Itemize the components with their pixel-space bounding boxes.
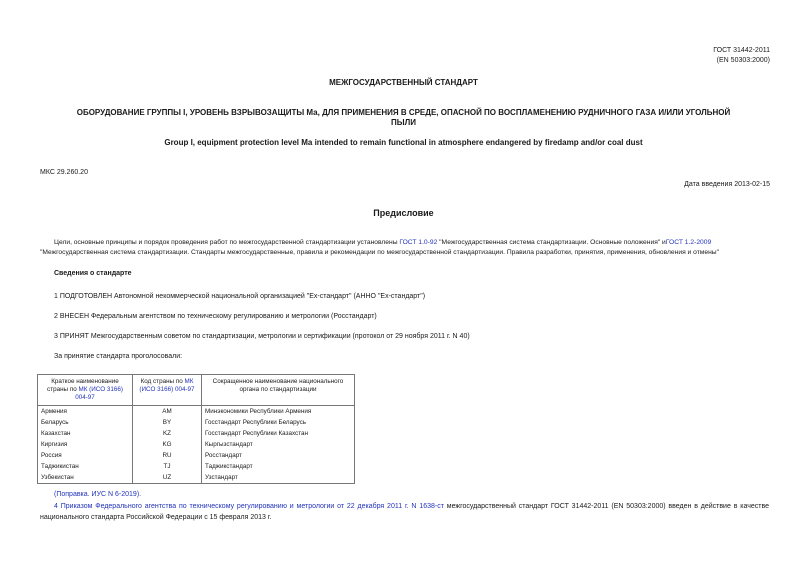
cell-body: Госстандарт Республики Беларусь — [202, 417, 355, 428]
standard-number-block — [713, 46, 770, 66]
cell-code: RU — [133, 450, 202, 461]
item-4-text: межгосударственный стандарт ГОСТ 31442-2011 (EN 50303:2000) введен в действие в качестве национального стандарта Российской Федерации с 15 февраля 2013 г. — [40, 503, 769, 521]
cell-country: Армения — [38, 406, 133, 418]
item-4-enacted — [40, 501, 769, 523]
cell-code: TJ — [133, 461, 202, 472]
cell-code: AM — [133, 406, 202, 418]
header-code-text: Код страны по — [140, 378, 185, 385]
table-row — [38, 439, 355, 450]
header-country — [38, 375, 133, 406]
title-ru-line1: ОБОРУДОВАНИЕ ГРУППЫ I, УРОВЕНЬ ВЗРЫВОЗАЩИТЫ Ма, ДЛЯ ПРИМЕНЕНИЯ В СРЕДЕ, ОПАСНОЙ ПО ВОСПЛАМЕНЕНИЮ РУДНИЧНОГО ГАЗА И/ИЛИ УГОЛЬНОЙ — [76, 108, 731, 117]
info-heading: Сведения о стандарте — [54, 270, 132, 277]
foreword-heading: Предисловие — [373, 208, 434, 218]
cell-country: Беларусь — [38, 417, 133, 428]
cell-body: Росстандарт — [202, 450, 355, 461]
cell-code: UZ — [133, 472, 202, 484]
foreword-text-a: Цели, основные принципы и порядок проведения работ по межгосударственной стандартизации установлены — [54, 239, 400, 246]
table-row — [38, 417, 355, 428]
cell-code: KZ — [133, 428, 202, 439]
document-type: МЕЖГОСУДАРСТВЕННЫЙ СТАНДАРТ — [329, 78, 478, 87]
foreword-paragraph — [40, 238, 769, 258]
table-row — [38, 406, 355, 418]
cell-country: Таджикистан — [38, 461, 133, 472]
voted-label: За принятие стандарта проголосовали: — [54, 353, 183, 360]
mks-code: МКС 29.260.20 — [40, 169, 88, 176]
mk-iso-link-1[interactable]: МК (ИСО 3166) 004-97 — [75, 386, 123, 401]
gost-1-0-92-link[interactable]: ГОСТ 1.0-92 — [399, 239, 438, 246]
voting-table — [37, 374, 355, 484]
cell-country: Киргизия — [38, 439, 133, 450]
en-number: (EN 50303:2000) — [716, 57, 770, 64]
header-body: Сокращенное наименование национального органа по стандартизации — [202, 375, 355, 406]
voting-table-wrapper — [37, 374, 355, 484]
cell-body: Минэкономики Республики Армения — [202, 406, 355, 418]
header-country-text: Краткое наименование страны по — [47, 378, 119, 393]
cell-country: Казахстан — [38, 428, 133, 439]
mk-iso-link-2[interactable]: МК (ИСО 3166) 004-97 — [139, 378, 195, 393]
foreword-text-b: "Межгосударственная система стандартизации. Основные положения" и — [437, 239, 666, 246]
header-code — [133, 375, 202, 406]
document-title-ru — [30, 108, 777, 128]
cell-code: BY — [133, 417, 202, 428]
table-row — [38, 472, 355, 484]
cell-country: Узбекистан — [38, 472, 133, 484]
cell-body: Таджикстандарт — [202, 461, 355, 472]
cell-code: KG — [133, 439, 202, 450]
item-2-submitted: 2 ВНЕСЕН Федеральным агентством по техническому регулированию и метрологии (Росстандарт) — [54, 313, 377, 320]
document-title-en: Group I, equipment protection level Ma intended to remain functional in atmosphere endangered by firedamp and/or coal dust — [164, 138, 643, 147]
title-ru-line2: ПЫЛИ — [391, 118, 416, 127]
intro-date: Дата введения 2013-02-15 — [684, 181, 770, 188]
item-1-prepared: 1 ПОДГОТОВЛЕН Автономной некоммерческой национальной организацией "Ех-стандарт" (АННО "Ех-стандарт") — [54, 293, 426, 300]
table-row — [38, 450, 355, 461]
item-3-adopted: 3 ПРИНЯТ Межгосударственным советом по стандартизации, метрологии и сертификации (протокол от 29 ноября 2011 г. N 40) — [54, 333, 470, 340]
gost-1-2-2009-link[interactable]: ГОСТ 1.2-2009 — [665, 239, 712, 246]
cell-body: Узстандарт — [202, 472, 355, 484]
table-row — [38, 428, 355, 439]
foreword-text-c: "Межгосударственная система стандартизации. Стандарты межгосударственные, правила и рекомендации по межгосударственной стандартизации. Правила разработки, принятия, применения, обновления и отмены" — [40, 249, 719, 256]
cell-body: Госстандарт Республики Казахстан — [202, 428, 355, 439]
amendment-link[interactable]: (Поправка. ИУС N 6-2019). — [54, 491, 142, 498]
cell-body: Кыргызстандарт — [202, 439, 355, 450]
cell-country: Россия — [38, 450, 133, 461]
standard-number: ГОСТ 31442-2011 — [713, 47, 770, 54]
order-link[interactable]: 4 Приказом Федерального агентства по техническому регулированию и метрологии от 22 декабря 2011 г. N 1638-ст — [54, 503, 444, 510]
table-row — [38, 461, 355, 472]
table-header-row — [38, 375, 355, 406]
